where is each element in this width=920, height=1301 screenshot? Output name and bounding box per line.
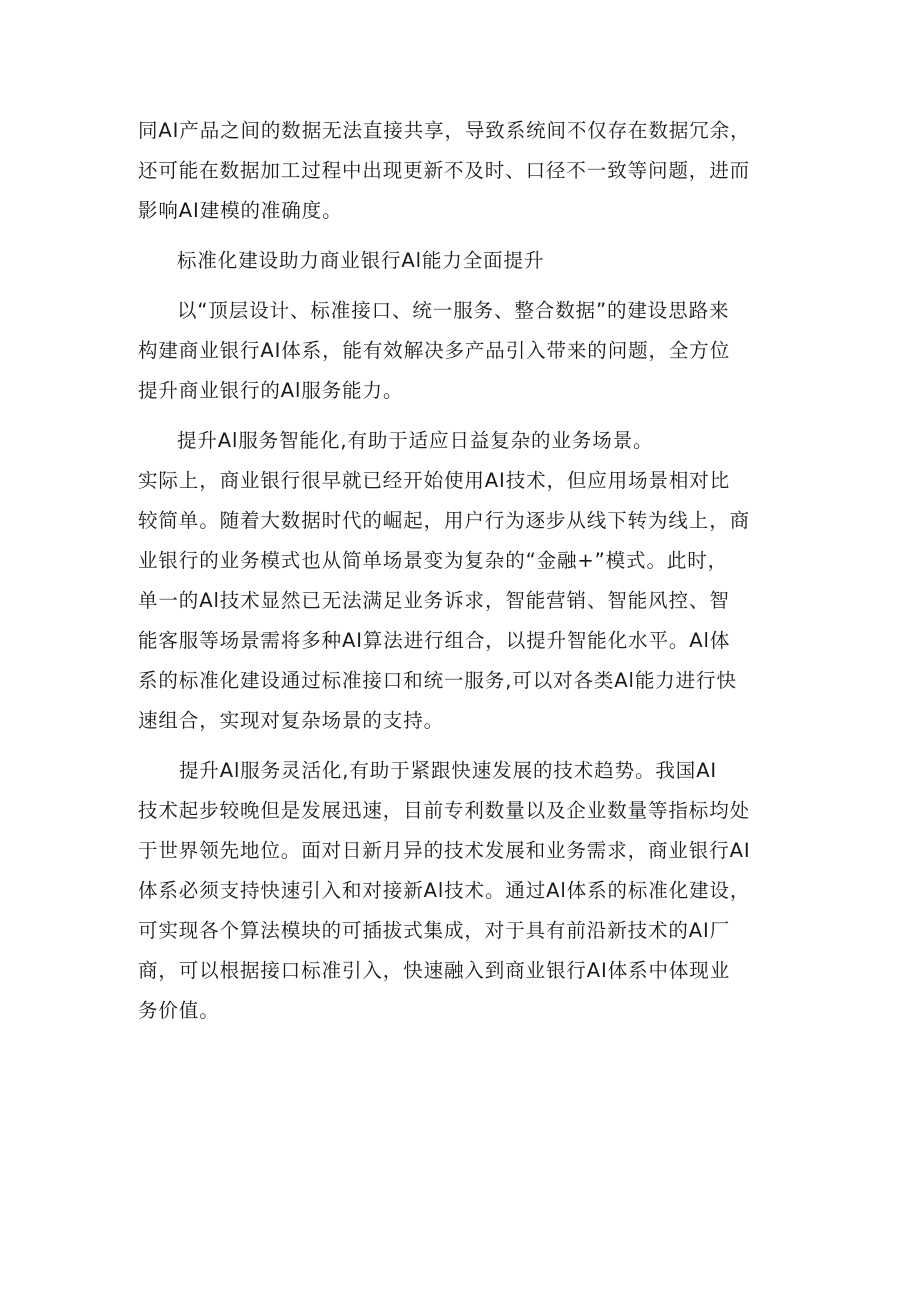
document-body — [138, 111, 788, 1031]
paragraph-data-sharing — [138, 111, 788, 231]
text-line: 实际上，商业银行很早就已经开始使用AI技术，但应用场景相对比 — [138, 469, 731, 492]
text-line: 影响AI建模的准确度。 — [138, 199, 343, 222]
text-line: 还可能在数据加工过程中出现更新不及时、口径不一致等问题，进而 — [138, 159, 751, 182]
text-line: 系的标准化建设通过标准接口和统一服务,可以对各类Al能力进行快 — [138, 669, 737, 692]
text-line: 于世界领先地位。面对日新月异的技术发展和业务需求，商业银行AI — [138, 839, 751, 862]
paragraph-gap — [138, 411, 788, 421]
paragraph-intelligence — [138, 421, 788, 741]
paragraph-construction-approach — [138, 291, 788, 411]
text-line: 商，可以根据接口标准引入，快速融入到商业银行AI体系中体现业 — [138, 959, 731, 982]
text-line: 业银行的业务模式也从简单场景变为复杂的“金融+”模式。此时， — [138, 549, 729, 572]
section-heading — [138, 241, 788, 281]
text-line: 可实现各个算法模块的可插拔式集成，对于具有前沿新技术的AI厂 — [138, 919, 731, 942]
text-line: 技术起步较晚但是发展迅速，目前专利数量以及企业数量等指标均处 — [138, 799, 751, 822]
text-line: 能客服等场景需将多种AI算法进行组合，以提升智能化水平。Al体 — [138, 629, 731, 652]
text-line: 构建商业银行AI体系，能有效解决多产品引入带来的问题，全方位 — [138, 339, 731, 362]
text-line: 务价值。 — [138, 999, 220, 1022]
paragraph-flexibility — [138, 751, 788, 1031]
text-line: 提升Al服务灵活化,有助于紧跟快速发展的技术趋势。我国AI — [178, 759, 718, 782]
text-line: 提升商业银行的Al服务能力。 — [138, 379, 404, 402]
text-line: 以“顶层设计、标准接口、统一服务、整合数据”的建设思路来 — [177, 299, 730, 322]
paragraph-gap — [138, 281, 788, 291]
text-line: 体系必须支持快速引入和对接新Al技术。通过Al体系的标准化建设， — [138, 879, 751, 902]
paragraph-gap — [138, 741, 788, 751]
text-line: 同AI产品之间的数据无法直接共享，导致系统间不仅存在数据冗余， — [138, 119, 751, 142]
heading-text: 标准化建设助力商业银行Al能力全面提升 — [177, 249, 545, 272]
text-line: 单一的Al技术显然已无法满足业务诉求，智能营销、智能风控、智 — [138, 589, 730, 612]
text-line: 提升Al服务智能化,有助于适应日益复杂的业务场景。 — [177, 429, 654, 452]
paragraph-gap — [138, 231, 788, 241]
text-line: 速组合，实现对复杂场景的支持。 — [138, 709, 445, 732]
text-line: 较简单。随着大数据时代的崛起，用户行为逐步从线下转为线上，商 — [138, 509, 751, 532]
